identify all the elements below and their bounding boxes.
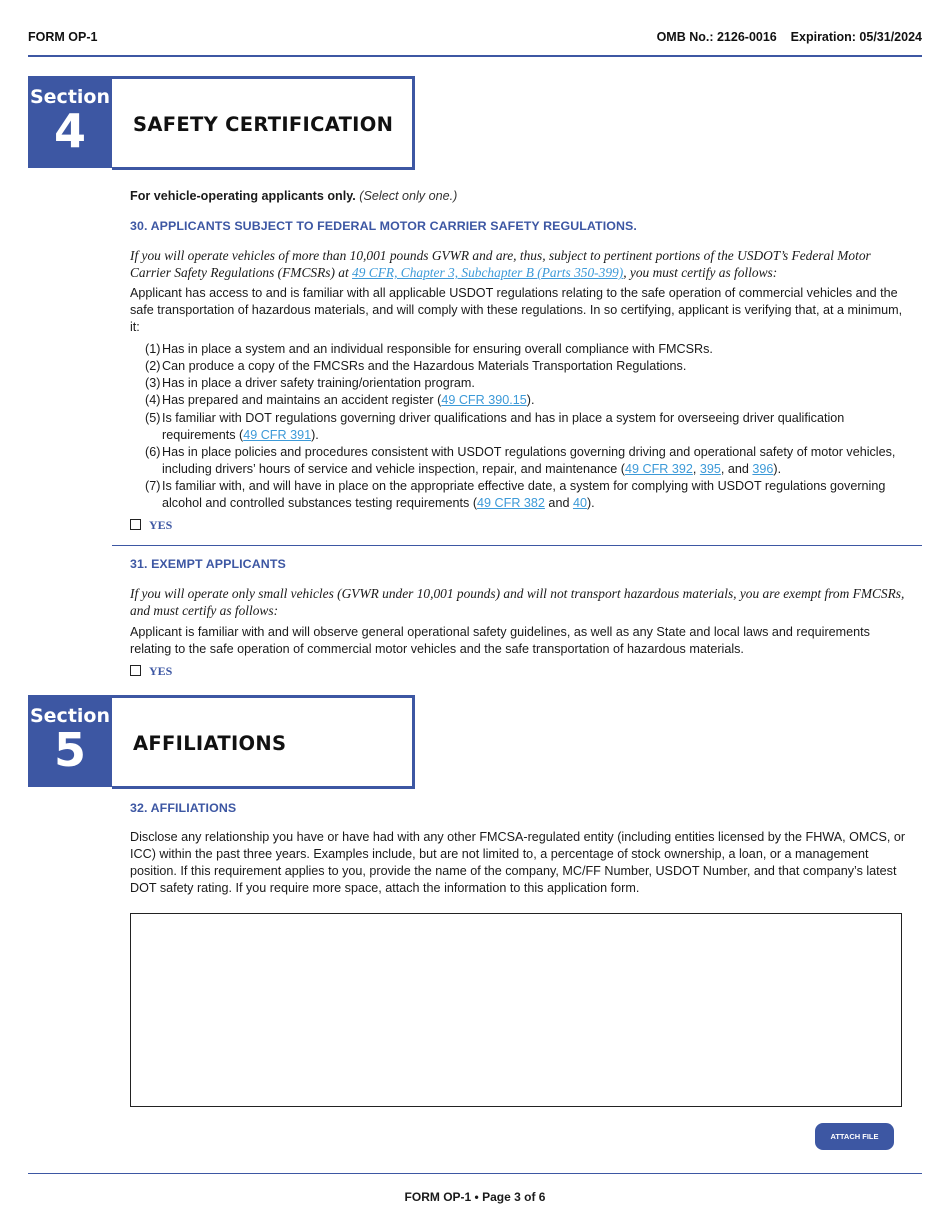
list-item-text xyxy=(145,478,905,512)
section-number: 5 xyxy=(53,723,86,777)
question-31-heading: 31. EXEMPT APPLICANTS xyxy=(130,557,286,571)
list-item-number: (6) xyxy=(145,445,161,459)
cfr-390-15-link[interactable]: 49 CFR 390.15 xyxy=(441,393,527,407)
section-label: Section xyxy=(29,86,110,108)
list-item-text-part: Has in place policies and procedures consistent with USDOT regulations governing driving and operational safety of motor vehicles, including drivers’ hours of service and vehicle inspection, repair, and maintenance ( xyxy=(162,445,896,476)
section-4-intro xyxy=(130,188,908,205)
list-item-text-part: and xyxy=(544,496,573,510)
question-30-heading: 30. APPLICANTS SUBJECT TO FEDERAL MOTOR CARRIER SAFETY REGULATIONS. xyxy=(130,219,637,233)
question-30-body: Applicant has access to and is familiar with all applicable USDOT regulations relating to the safe operation of commercial vehicles and the safe transportation of hazardous materials, and will comply with these regulations. In so certifying, applicant is verifying that, at a minimum, it: xyxy=(130,286,903,334)
footer-form-id: FORM OP-1 xyxy=(404,1190,472,1204)
list-item-text-part: , xyxy=(692,462,700,476)
cfr-chapter-3-link[interactable]: 49 CFR, Chapter 3, Subchapter B (Parts 350-399) xyxy=(352,265,624,280)
list-item xyxy=(145,478,905,512)
section-5-title: AFFILIATIONS xyxy=(133,732,287,755)
section-4-title: SAFETY CERTIFICATION xyxy=(133,113,394,136)
question-32-body: Disclose any relationship you have or have had with any other FMCSA-regulated entity (including entities licensed by the FHWA, OMCS, or ICC) within the past three years. Examples include, but are not limited to, a percentage of stock ownership, a loan, or a management position. If this requirement applies to you, provide the name of the company, MC/FF Number, USDOT Number, and that company’s latest DOT safety rating. If you require more space, attach the information to this application form. xyxy=(130,830,906,895)
form-id: FORM OP-1 xyxy=(28,30,98,44)
cfr-392-link[interactable]: 49 CFR 392 xyxy=(624,462,693,476)
attach-file-button[interactable]: ATTACH FILE xyxy=(815,1123,894,1150)
footer-bullet: • xyxy=(474,1190,479,1204)
omb-number: OMB No.: 2126-0016 xyxy=(656,30,777,44)
list-item-number: (4) xyxy=(145,393,161,407)
cfr-40-link[interactable]: 40 xyxy=(572,496,587,510)
list-item-text: Has in place a driver safety training/orientation program. xyxy=(162,376,475,390)
list-item-text-part: Is familiar with DOT regulations governing driver qualifications and has in place a system for overseeing driver qualification requirements ( xyxy=(162,411,845,442)
list-item-number: (7) xyxy=(145,479,161,493)
list-item xyxy=(145,358,905,375)
page-number: Page 3 of 6 xyxy=(482,1190,546,1204)
intro-bold: For vehicle-operating applicants only. xyxy=(130,189,356,203)
question-divider xyxy=(112,545,922,546)
section-4-badge xyxy=(28,76,112,168)
list-item xyxy=(145,341,905,358)
q30-yes-label: YES xyxy=(149,518,173,532)
affiliations-textbox[interactable] xyxy=(130,913,902,1107)
list-item-number: (5) xyxy=(145,411,161,425)
list-item-text-part: ). xyxy=(311,428,319,442)
question-31-instruction: If you will operate only small vehicles (GVWR under 10,001 pounds) and will not transport hazardous materials, you are exempt from FMCSRs, and must certify as follows: xyxy=(130,586,905,618)
list-item-text xyxy=(145,444,905,478)
list-item-text-part: ). xyxy=(526,393,535,407)
cfr-395-link[interactable]: 395 xyxy=(699,462,721,476)
list-item xyxy=(145,410,905,444)
list-item xyxy=(145,444,905,478)
list-item-text-part: ). xyxy=(586,496,595,510)
cfr-396-link[interactable]: 396 xyxy=(752,462,774,476)
footer xyxy=(0,1190,950,1204)
footer-divider xyxy=(28,1173,922,1174)
cfr-391-link[interactable]: 49 CFR 391 xyxy=(243,428,312,442)
section-number: 4 xyxy=(53,104,86,158)
list-item-text: Can produce a copy of the FMCSRs and the Hazardous Materials Transportation Regulations. xyxy=(162,359,687,373)
q30-italic-after: , you must certify as follows: xyxy=(623,265,778,280)
list-item xyxy=(145,392,905,409)
list-item-number: (2) xyxy=(145,359,161,373)
list-item-number: (1) xyxy=(145,342,161,356)
cfr-382-link[interactable]: 49 CFR 382 xyxy=(477,496,545,510)
q31-yes-label: YES xyxy=(149,664,173,678)
intro-note: (Select only one.) xyxy=(359,189,458,203)
omb-info xyxy=(657,30,922,44)
q30-yes-checkbox[interactable] xyxy=(130,519,141,530)
list-item-text-part: Has prepared and maintains an accident register ( xyxy=(162,393,442,407)
list-item-text xyxy=(145,392,905,409)
section-5-badge xyxy=(28,695,112,787)
header-divider xyxy=(28,55,922,57)
list-item xyxy=(145,375,905,392)
question-30-instruction xyxy=(130,247,908,281)
question-31-body: Applicant is familiar with and will observe general operational safety guidelines, as well as any State and local laws and requirements relating to the safe operation of commercial motor vehicles and the safe transportation of hazardous materials. xyxy=(130,625,870,656)
q30-italic-before: If you will operate vehicles of more than 10,001 pounds GVWR and are, thus, subject to pertinent portions of the USDOT’s Federal Motor Carrier Safety Regulations (FMCSRs) at xyxy=(130,248,871,280)
section-4-title-box xyxy=(112,76,415,170)
list-item-number: (3) xyxy=(145,376,161,390)
section-5-title-box xyxy=(112,695,415,789)
section-label: Section xyxy=(29,705,110,727)
list-item-text-part: Is familiar with, and will have in place on the appropriate effective date, a system for complying with USDOT regulations governing alcohol and controlled substances testing requirements ( xyxy=(162,479,886,510)
list-item-text-part: , and xyxy=(720,462,753,476)
question-32-heading: 32. AFFILIATIONS xyxy=(130,801,237,815)
q31-yes-checkbox[interactable] xyxy=(130,665,141,676)
expiration-date: Expiration: 05/31/2024 xyxy=(790,30,922,44)
list-item-text xyxy=(145,410,905,444)
list-item-text: Has in place a system and an individual responsible for ensuring overall compliance with FMCSRs. xyxy=(162,342,713,356)
list-item-text-part: ). xyxy=(773,462,782,476)
